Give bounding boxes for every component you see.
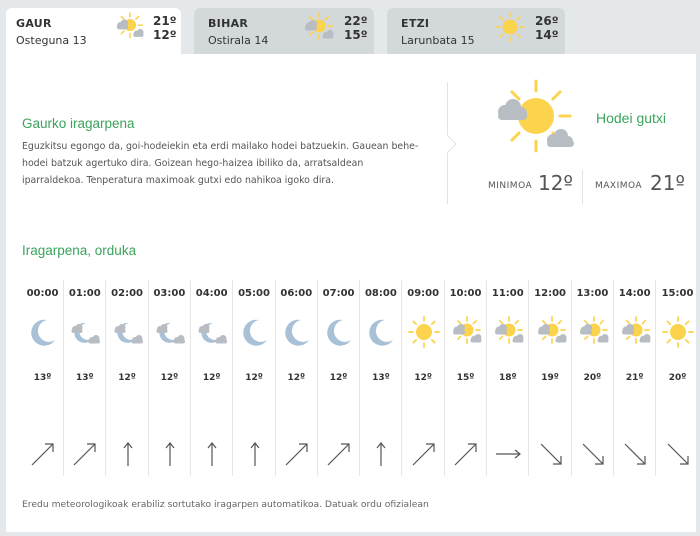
hour-time: 12:00 (534, 288, 567, 299)
wind-direction-icon (29, 440, 57, 468)
wind-direction-icon (579, 440, 607, 468)
tab-min-temp: 15º (344, 28, 368, 42)
tab-day-name: GAUR (16, 17, 52, 30)
hour-column (234, 280, 276, 476)
hour-temp: 20º (583, 373, 602, 383)
hour-temp: 13º (75, 373, 94, 383)
wind-direction-icon (156, 440, 184, 468)
sun-icon (495, 12, 525, 46)
tab-day-date: Osteguna 13 (16, 34, 87, 47)
tab-day-date: Ostirala 14 (208, 34, 269, 47)
hour-column (107, 280, 149, 476)
hour-time: 13:00 (576, 288, 609, 299)
sun-icon (662, 316, 694, 348)
tab-today[interactable] (6, 8, 181, 56)
hour-time: 08:00 (364, 288, 397, 299)
wind-direction-icon (114, 440, 142, 468)
hour-column (403, 280, 445, 476)
sun-cloud-icon (492, 316, 524, 348)
tab-day-after[interactable] (387, 8, 565, 54)
wind-direction-icon (664, 440, 692, 468)
hour-column (614, 280, 656, 476)
hour-time: 01:00 (68, 288, 101, 299)
wind-direction-icon (410, 440, 438, 468)
hour-column (360, 280, 402, 476)
moon-cloud-icon (69, 316, 101, 348)
wind-direction-icon (71, 440, 99, 468)
moon-icon (27, 316, 59, 348)
hourly-forecast-title: Iragarpena, orduka (22, 243, 137, 258)
sun-cloud-icon (302, 12, 334, 48)
wind-direction-icon (537, 440, 565, 468)
sun-cloud-icon (619, 316, 651, 348)
min-temp-label: MINIMOA (488, 181, 533, 191)
sun-cloud-icon (114, 12, 144, 46)
hour-column (530, 280, 572, 476)
hour-temp: 12º (245, 373, 263, 383)
wind-direction-icon (283, 440, 311, 468)
tab-min-temp: 14º (535, 28, 559, 42)
hour-time: 00:00 (26, 288, 59, 299)
tab-day-name: BIHAR (208, 17, 249, 30)
hour-temp: 18º (498, 373, 517, 383)
hour-temp: 19º (541, 373, 559, 383)
sun-clouds-icon (491, 78, 581, 158)
sun-cloud-icon (577, 316, 609, 348)
hour-time: 07:00 (322, 288, 355, 299)
divider-pointer (440, 136, 457, 153)
hour-temp: 13º (372, 373, 390, 383)
tab-day-date: Larunbata 15 (401, 34, 475, 47)
hour-column (276, 280, 318, 476)
sun-cloud-icon (535, 316, 567, 348)
wind-direction-icon (241, 440, 269, 468)
max-temp-label: MAXIMOA (595, 181, 643, 191)
hour-temp: 12º (287, 373, 306, 383)
hour-column (64, 280, 106, 476)
hour-column (318, 280, 360, 476)
wind-direction-icon (494, 440, 522, 468)
hour-temp: 15º (456, 373, 475, 383)
moon-icon (281, 316, 313, 348)
hour-time: 14:00 (618, 288, 651, 299)
tab-max-temp: 21º (153, 14, 177, 28)
hour-time: 06:00 (280, 288, 313, 299)
forecast-card (6, 54, 696, 532)
sun-cloud-icon (450, 316, 482, 348)
tab-max-temp: 22º (344, 14, 368, 28)
wind-direction-icon (367, 440, 395, 468)
sun-icon (408, 316, 440, 348)
hour-column (191, 280, 233, 476)
moon-icon (365, 316, 397, 348)
hour-column (149, 280, 191, 476)
hour-temp: 12º (329, 373, 348, 383)
hour-time: 15:00 (661, 288, 694, 299)
moon-cloud-icon (196, 316, 228, 348)
hour-temp: 13º (33, 373, 52, 383)
hour-time: 09:00 (407, 288, 440, 299)
footer-note: Eredu meteorologikoak erabiliz sortutako iragarpen automatikoa. Datuak ordu ofizialean (22, 499, 429, 510)
hour-time: 02:00 (111, 288, 144, 299)
hour-temp: 20º (668, 373, 687, 383)
hour-column (22, 280, 64, 476)
moon-icon (323, 316, 355, 348)
tab-max-temp: 26º (535, 14, 559, 28)
tab-min-temp: 12º (153, 28, 177, 42)
hour-time: 03:00 (153, 288, 186, 299)
moon-cloud-icon (112, 316, 144, 348)
hour-temp: 12º (160, 373, 179, 383)
today-forecast-text: Eguzkitsu egongo da, goi-hodeiekin eta erdi mailako hodei batzuekin. Gauean behe-hodei batzuk agertuko dira. Goizean hego-haizea ibiliko da, arratsaldean iparraldekoa. Tenperatura maximoak gutxi edo nahikoa igoko dira. (22, 141, 419, 186)
wind-direction-icon (621, 440, 649, 468)
hour-column (445, 280, 487, 476)
wind-direction-icon (198, 440, 226, 468)
condition-label: Hodei gutxi (596, 110, 667, 126)
wind-direction-icon (452, 440, 480, 468)
hour-time: 11:00 (491, 288, 524, 299)
max-temp-value: 21º (650, 171, 685, 195)
hour-time: 10:00 (449, 288, 482, 299)
hour-temp: 12º (118, 373, 136, 383)
hour-time: 05:00 (238, 288, 270, 299)
hour-column (487, 280, 529, 476)
day-tabs (0, 0, 700, 54)
hour-time: 04:00 (195, 288, 228, 299)
minmax-divider (582, 170, 583, 204)
moon-cloud-icon (154, 316, 186, 348)
hour-temp: 12º (414, 373, 432, 383)
hour-temp: 12º (202, 373, 221, 383)
hour-column (657, 280, 699, 476)
min-temp-value: 12º (538, 171, 573, 195)
tab-tomorrow[interactable] (194, 8, 374, 54)
moon-icon (239, 316, 271, 348)
tab-day-name: ETZI (401, 17, 430, 30)
hour-temp: 21º (625, 373, 644, 383)
hour-column (572, 280, 614, 476)
wind-direction-icon (325, 440, 353, 468)
today-forecast-title: Gaurko iragarpena (22, 116, 135, 131)
hourly-forecast-list (22, 280, 698, 476)
